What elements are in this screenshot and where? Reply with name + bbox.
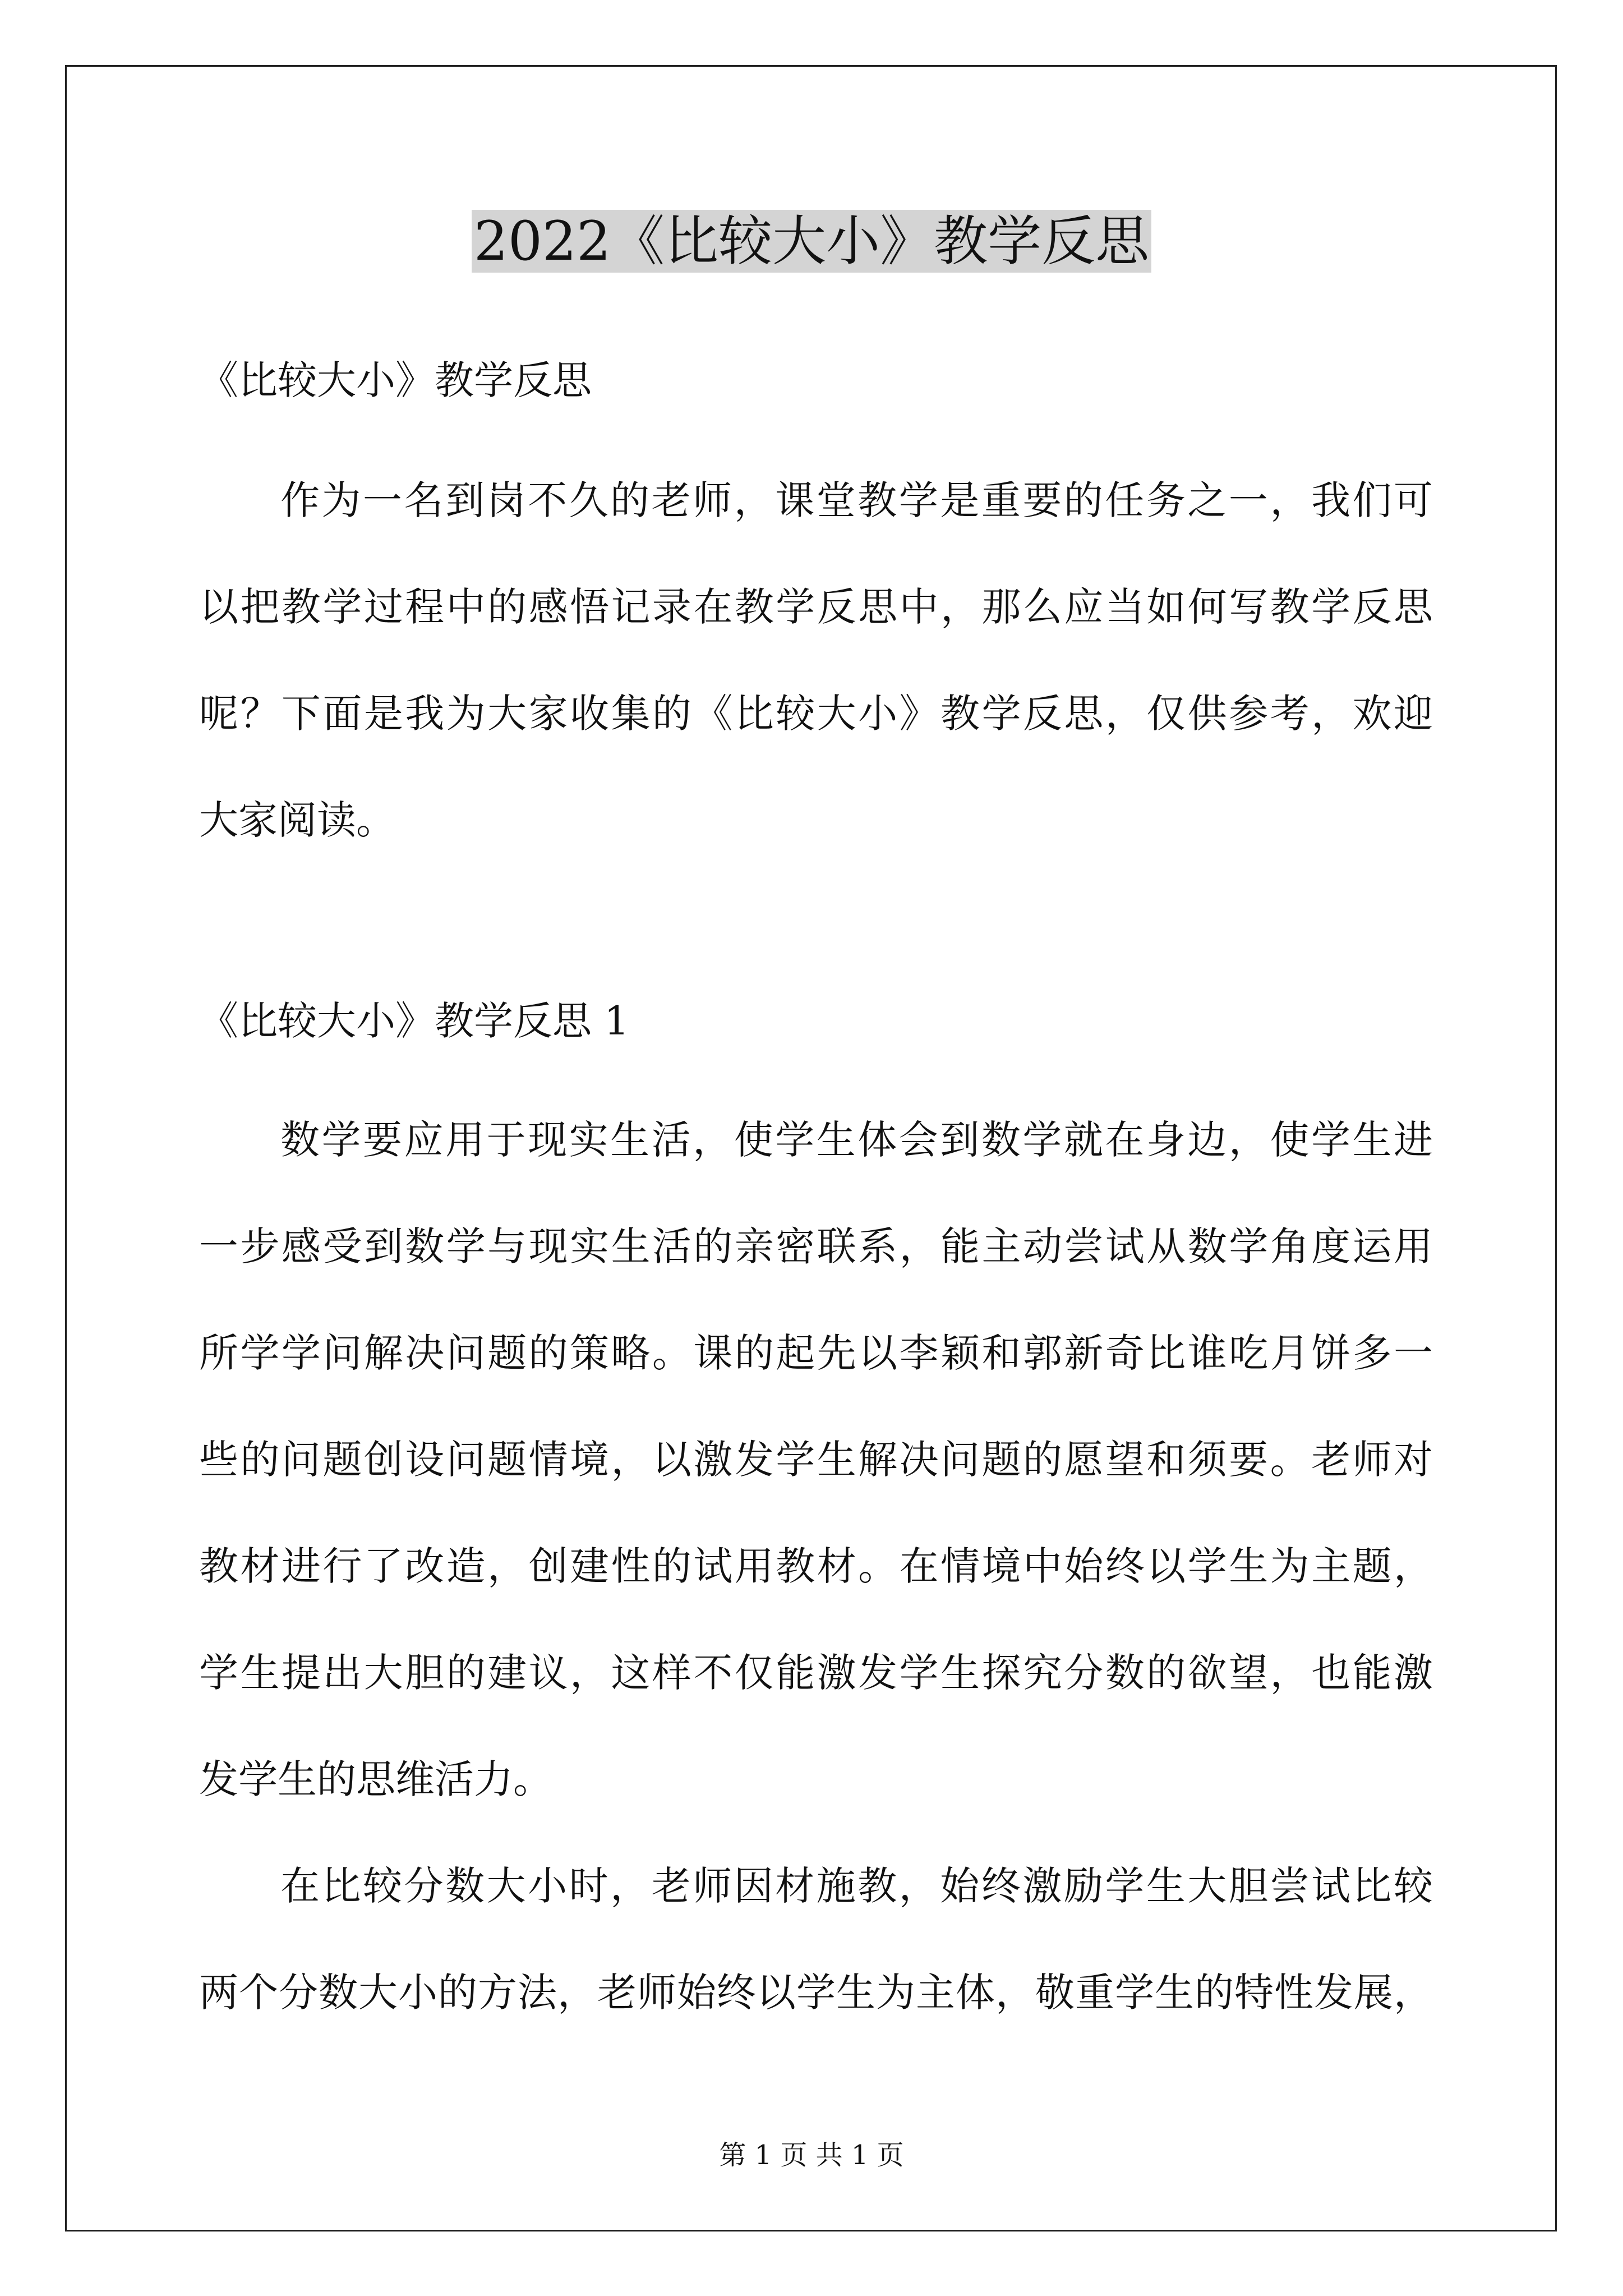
text-line: 以把教学过程中的感悟记录在教学反思中，那么应当如何写教学反思 xyxy=(199,584,1433,630)
text-line: 大家阅读。 xyxy=(199,797,395,843)
page-footer: 第 1 页 共 1 页 xyxy=(719,2139,904,2171)
text-line: 呢？下面是我为大家收集的《比较大小》教学反思，仅供参考，欢迎 xyxy=(199,691,1433,737)
text-line: 学生提出大胆的建议，这样不仅能激发学生探究分数的欲望，也能激 xyxy=(199,1650,1433,1696)
document-subtitle: 《比较大小》教学反思 xyxy=(199,357,592,403)
section-heading: 《比较大小》教学反思 1 xyxy=(199,998,629,1044)
text-line: 在比较分数大小时，老师因材施教，始终激励学生大胆尝试比较 xyxy=(280,1863,1433,1909)
text-line: 所学学问解决问题的策略。课的起先以李颖和郭新奇比谁吃月饼多一 xyxy=(199,1330,1433,1376)
document-title-text: 2022《比较大小》教学反思 xyxy=(472,210,1151,273)
text-line: 两个分数大小的方法，老师始终以学生为主体，敬重学生的特性发展， xyxy=(199,1970,1433,2016)
text-line: 教材进行了改造，创建性的试用教材。在情境中始终以学生为主题， xyxy=(199,1543,1433,1589)
text-line: 数学要应用于现实生活，使学生体会到数学就在身边，使学生进 xyxy=(280,1117,1433,1163)
text-line: 些的问题创设问题情境，以激发学生解决问题的愿望和须要。老师对 xyxy=(199,1437,1433,1483)
text-line: 一步感受到数学与现实生活的亲密联系，能主动尝试从数学角度运用 xyxy=(199,1223,1433,1269)
paragraph-2 xyxy=(199,1860,1433,2073)
document-title xyxy=(0,202,1623,280)
text-line: 发学生的思维活力。 xyxy=(199,1756,552,1802)
intro-paragraph xyxy=(199,474,1433,900)
paragraph-1 xyxy=(199,1114,1433,1860)
text-line: 作为一名到岗不久的老师，课堂教学是重要的任务之一，我们可 xyxy=(280,477,1433,523)
